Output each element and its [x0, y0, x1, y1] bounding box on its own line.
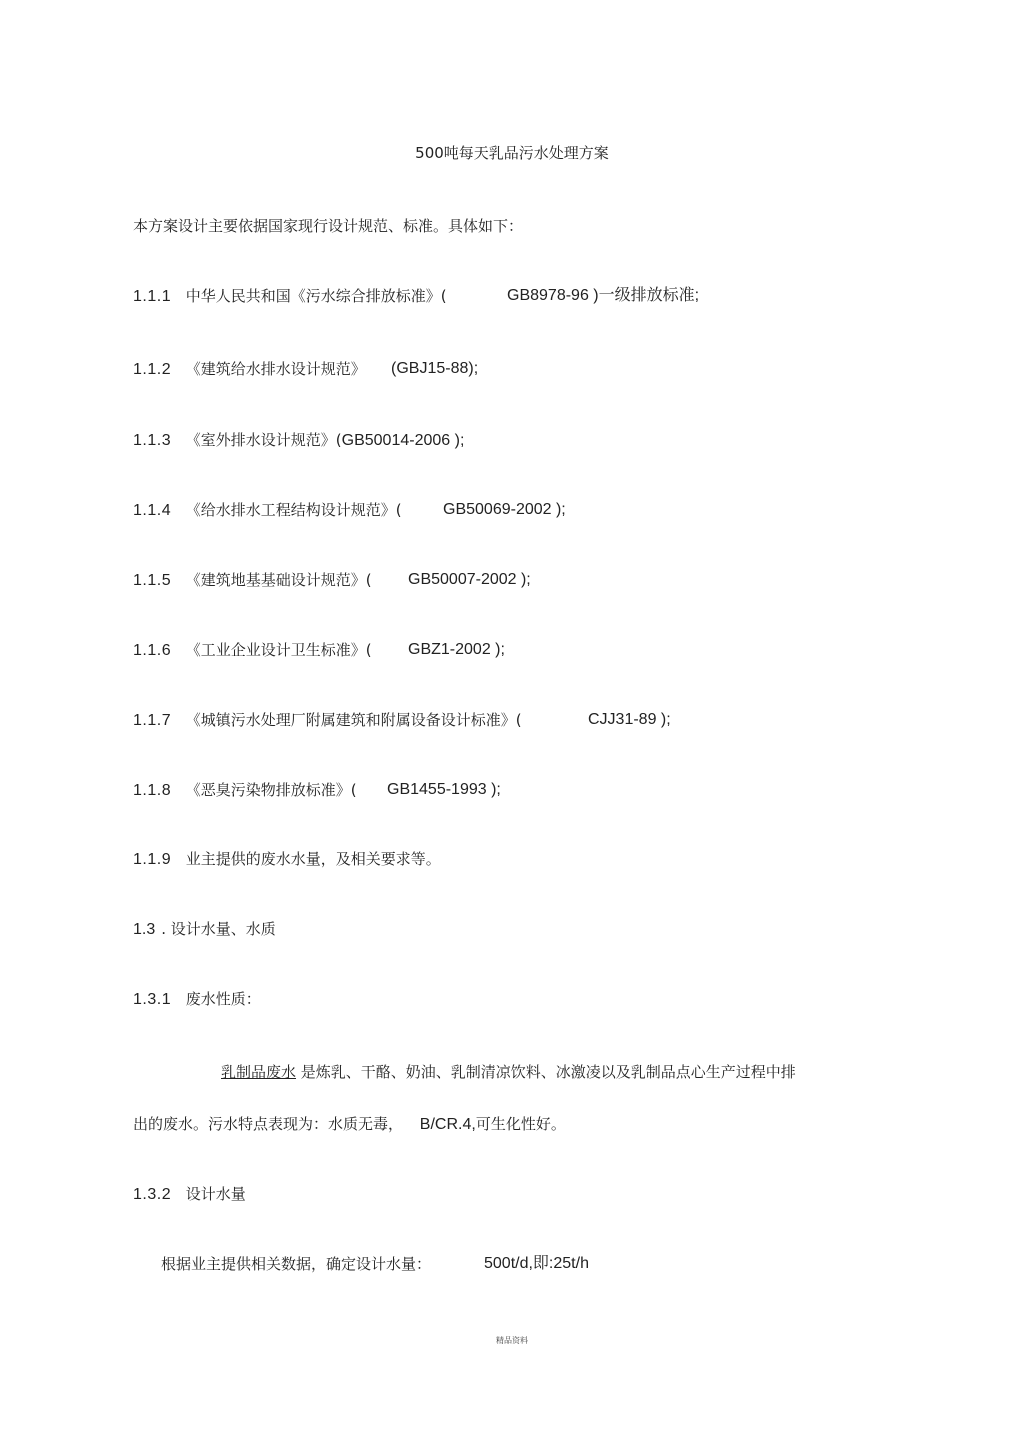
ratio-value: B/CR.4, [419, 1116, 476, 1133]
page-footer: 精品资料 [496, 1336, 528, 1345]
flow-value: 500t/d,即:25t/h [484, 1255, 589, 1272]
standard-item [133, 500, 566, 521]
paragraph-line-1 [221, 1062, 796, 1082]
section-heading [133, 919, 276, 940]
section-title: 设计水量 [185, 1185, 246, 1203]
document-title: 500吨每天乳品污水处理方案 [415, 144, 609, 162]
item-code: GB50069-2002 ); [443, 501, 566, 518]
item-code: GB50007-2002 ); [408, 571, 531, 588]
item-number: 1.1.1 [133, 288, 172, 305]
section-heading [133, 1184, 246, 1205]
item-number: 1.1.4 [133, 502, 172, 519]
standard-item [133, 710, 671, 731]
item-number: 1.1.8 [133, 782, 172, 799]
standard-item [133, 359, 479, 380]
code-tail: 一级排放标准; [598, 287, 700, 304]
standard-item [133, 430, 464, 451]
item-code: (GBJ15-88); [391, 360, 479, 377]
item-number: 1.1.3 [133, 432, 172, 449]
item-text: 中华人民共和国《污水综合排放标准》( [185, 287, 447, 305]
standard-item [133, 849, 441, 870]
code-text: GB8978-96 ) [507, 287, 599, 304]
item-text: 《建筑给水排水设计规范》 [185, 360, 366, 378]
paragraph-text: 是炼乳、干酪、奶油、乳制清凉饮料、冰激凌以及乳制品点心生产过程中排 [300, 1063, 796, 1081]
item-code [507, 286, 699, 306]
item-code: GB50014-2006 ); [341, 432, 465, 449]
standard-item [133, 286, 700, 307]
flow-line [161, 1254, 589, 1274]
standard-item [133, 640, 505, 661]
item-text: 《给水排水工程结构设计规范》( [185, 501, 402, 519]
item-text: 《建筑地基基础设计规范》( [185, 571, 372, 589]
section-number: 1.3.2 [133, 1186, 172, 1203]
paragraph-text: 可生化性好。 [475, 1115, 566, 1133]
item-text: 《恶臭污染物排放标准》( [185, 781, 357, 799]
paragraph-line-2 [133, 1114, 566, 1135]
section-number: 1.3.1 [133, 991, 172, 1008]
section-title: . 设计水量、水质 [161, 920, 276, 938]
standard-item [133, 780, 501, 801]
item-code: GBZ1-2002 ); [408, 641, 505, 658]
item-number: 1.1.2 [133, 361, 172, 378]
item-number: 1.1.5 [133, 572, 172, 589]
item-text: 《工业企业设计卫生标准》( [185, 641, 372, 659]
item-text: 业主提供的废水水量，及相关要求等。 [185, 850, 441, 868]
item-number: 1.1.6 [133, 642, 172, 659]
item-text: 《室外排水设计规范》( [185, 431, 342, 449]
flow-text: 根据业主提供相关数据，确定设计水量： [161, 1255, 432, 1273]
standard-item [133, 570, 531, 591]
item-text: 《城镇污水处理厂附属建筑和附属设备设计标准》( [185, 711, 522, 729]
underlined-term: 乳制品废水 [221, 1063, 297, 1081]
section-number: 1.3 [133, 921, 156, 938]
section-title: 废水性质： [185, 990, 261, 1008]
section-heading [133, 989, 261, 1010]
paragraph-text: 出的废水。污水特点表现为：水质无毒， [133, 1115, 404, 1133]
item-number: 1.1.7 [133, 712, 172, 729]
item-code: GB1455-1993 ); [387, 781, 501, 798]
item-code: CJJ31-89 ); [588, 711, 671, 728]
intro-text: 本方案设计主要依据国家现行设计规范、标准。具体如下： [133, 217, 524, 235]
item-number: 1.1.9 [133, 851, 172, 868]
